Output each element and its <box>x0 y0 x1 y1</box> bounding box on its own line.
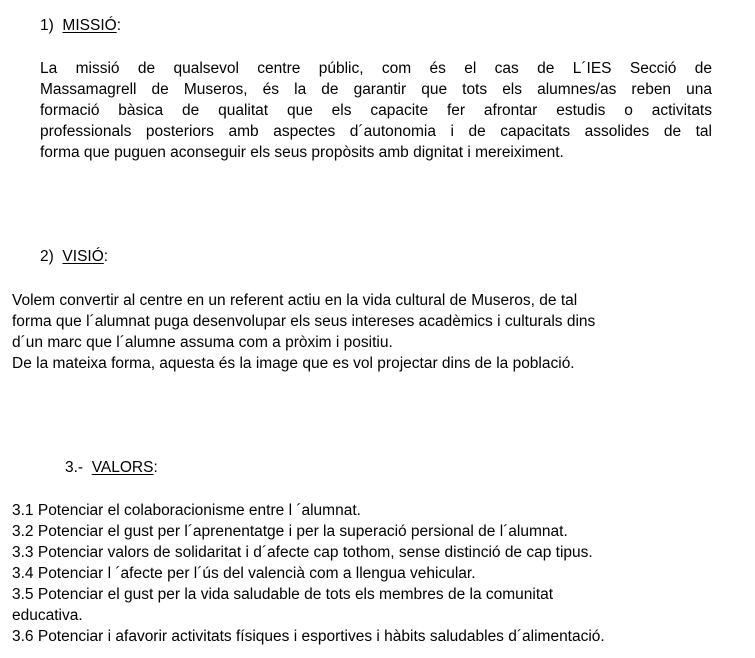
section-title: MISSIÓ <box>62 17 117 34</box>
section-number: 1) <box>40 17 54 34</box>
list-item: 3.2 Potenciar el gust per l´aprenentatge i per la superació persional de l´alumnat. <box>12 523 568 540</box>
section-heading-values <box>65 458 158 478</box>
section-number: 3.- <box>65 459 84 476</box>
list-item: 3.5 Potenciar el gust per la vida saludable de tots els membres de la comunitat <box>12 586 554 603</box>
list-item: 3.3 Potenciar valors de solidaritat i d´afecte cap tothom, sense distinció de cap tipus. <box>12 544 593 561</box>
section-title: VISIÓ <box>62 248 104 265</box>
paragraph-line: Massamagrell de Museros, és la de garantir que tots els alumnes/as reben una <box>40 81 712 98</box>
section-colon: : <box>116 17 121 34</box>
section-colon: : <box>103 248 109 265</box>
mission-paragraph <box>40 58 712 163</box>
section-heading-mission <box>40 16 121 36</box>
paragraph-line: De la mateixa forma, aquesta és la image que es vol projectar dins de la població. <box>12 355 575 372</box>
list-item: educativa. <box>12 607 83 624</box>
list-item: 3.1 Potenciar el colaboracionisme entre l ´alumnat. <box>12 502 361 519</box>
paragraph-line: professionals posteriors amb aspectes d´autonomia i de capacitats assolides de tal <box>40 123 712 140</box>
paragraph-line: forma que puguen aconseguir els seus propòsits amb dignitat i mereiximent. <box>40 144 564 161</box>
paragraph-line: La missió de qualsevol centre públic, com és el cas de L´IES Secció de <box>40 60 712 77</box>
section-title: VALORS <box>91 459 154 476</box>
paragraph-line: forma que l´alumnat puga desenvolupar els seus intereses acadèmics i culturals dins <box>12 313 596 330</box>
section-number: 2) <box>40 248 54 265</box>
paragraph-line: Volem convertir al centre en un referent actiu en la vida cultural de Museros, de tal <box>12 292 578 309</box>
list-item: 3.4 Potenciar l ´afecte per l´ús del valencià com a llengua vehicular. <box>12 565 476 582</box>
values-list <box>12 500 732 647</box>
vision-paragraph <box>12 290 702 374</box>
paragraph-line: d´un marc que l´alumne assuma com a pròxim i positiu. <box>12 334 393 351</box>
list-item: 3.6 Potenciar i afavorir activitats físiques i esportives i hàbits saludables d´alimentació. <box>12 628 605 645</box>
section-heading-vision <box>40 247 108 267</box>
paragraph-line: formació bàsica de qualitat que els capacite fer afrontar estudis o activitats <box>40 102 712 119</box>
section-colon: : <box>153 459 158 476</box>
